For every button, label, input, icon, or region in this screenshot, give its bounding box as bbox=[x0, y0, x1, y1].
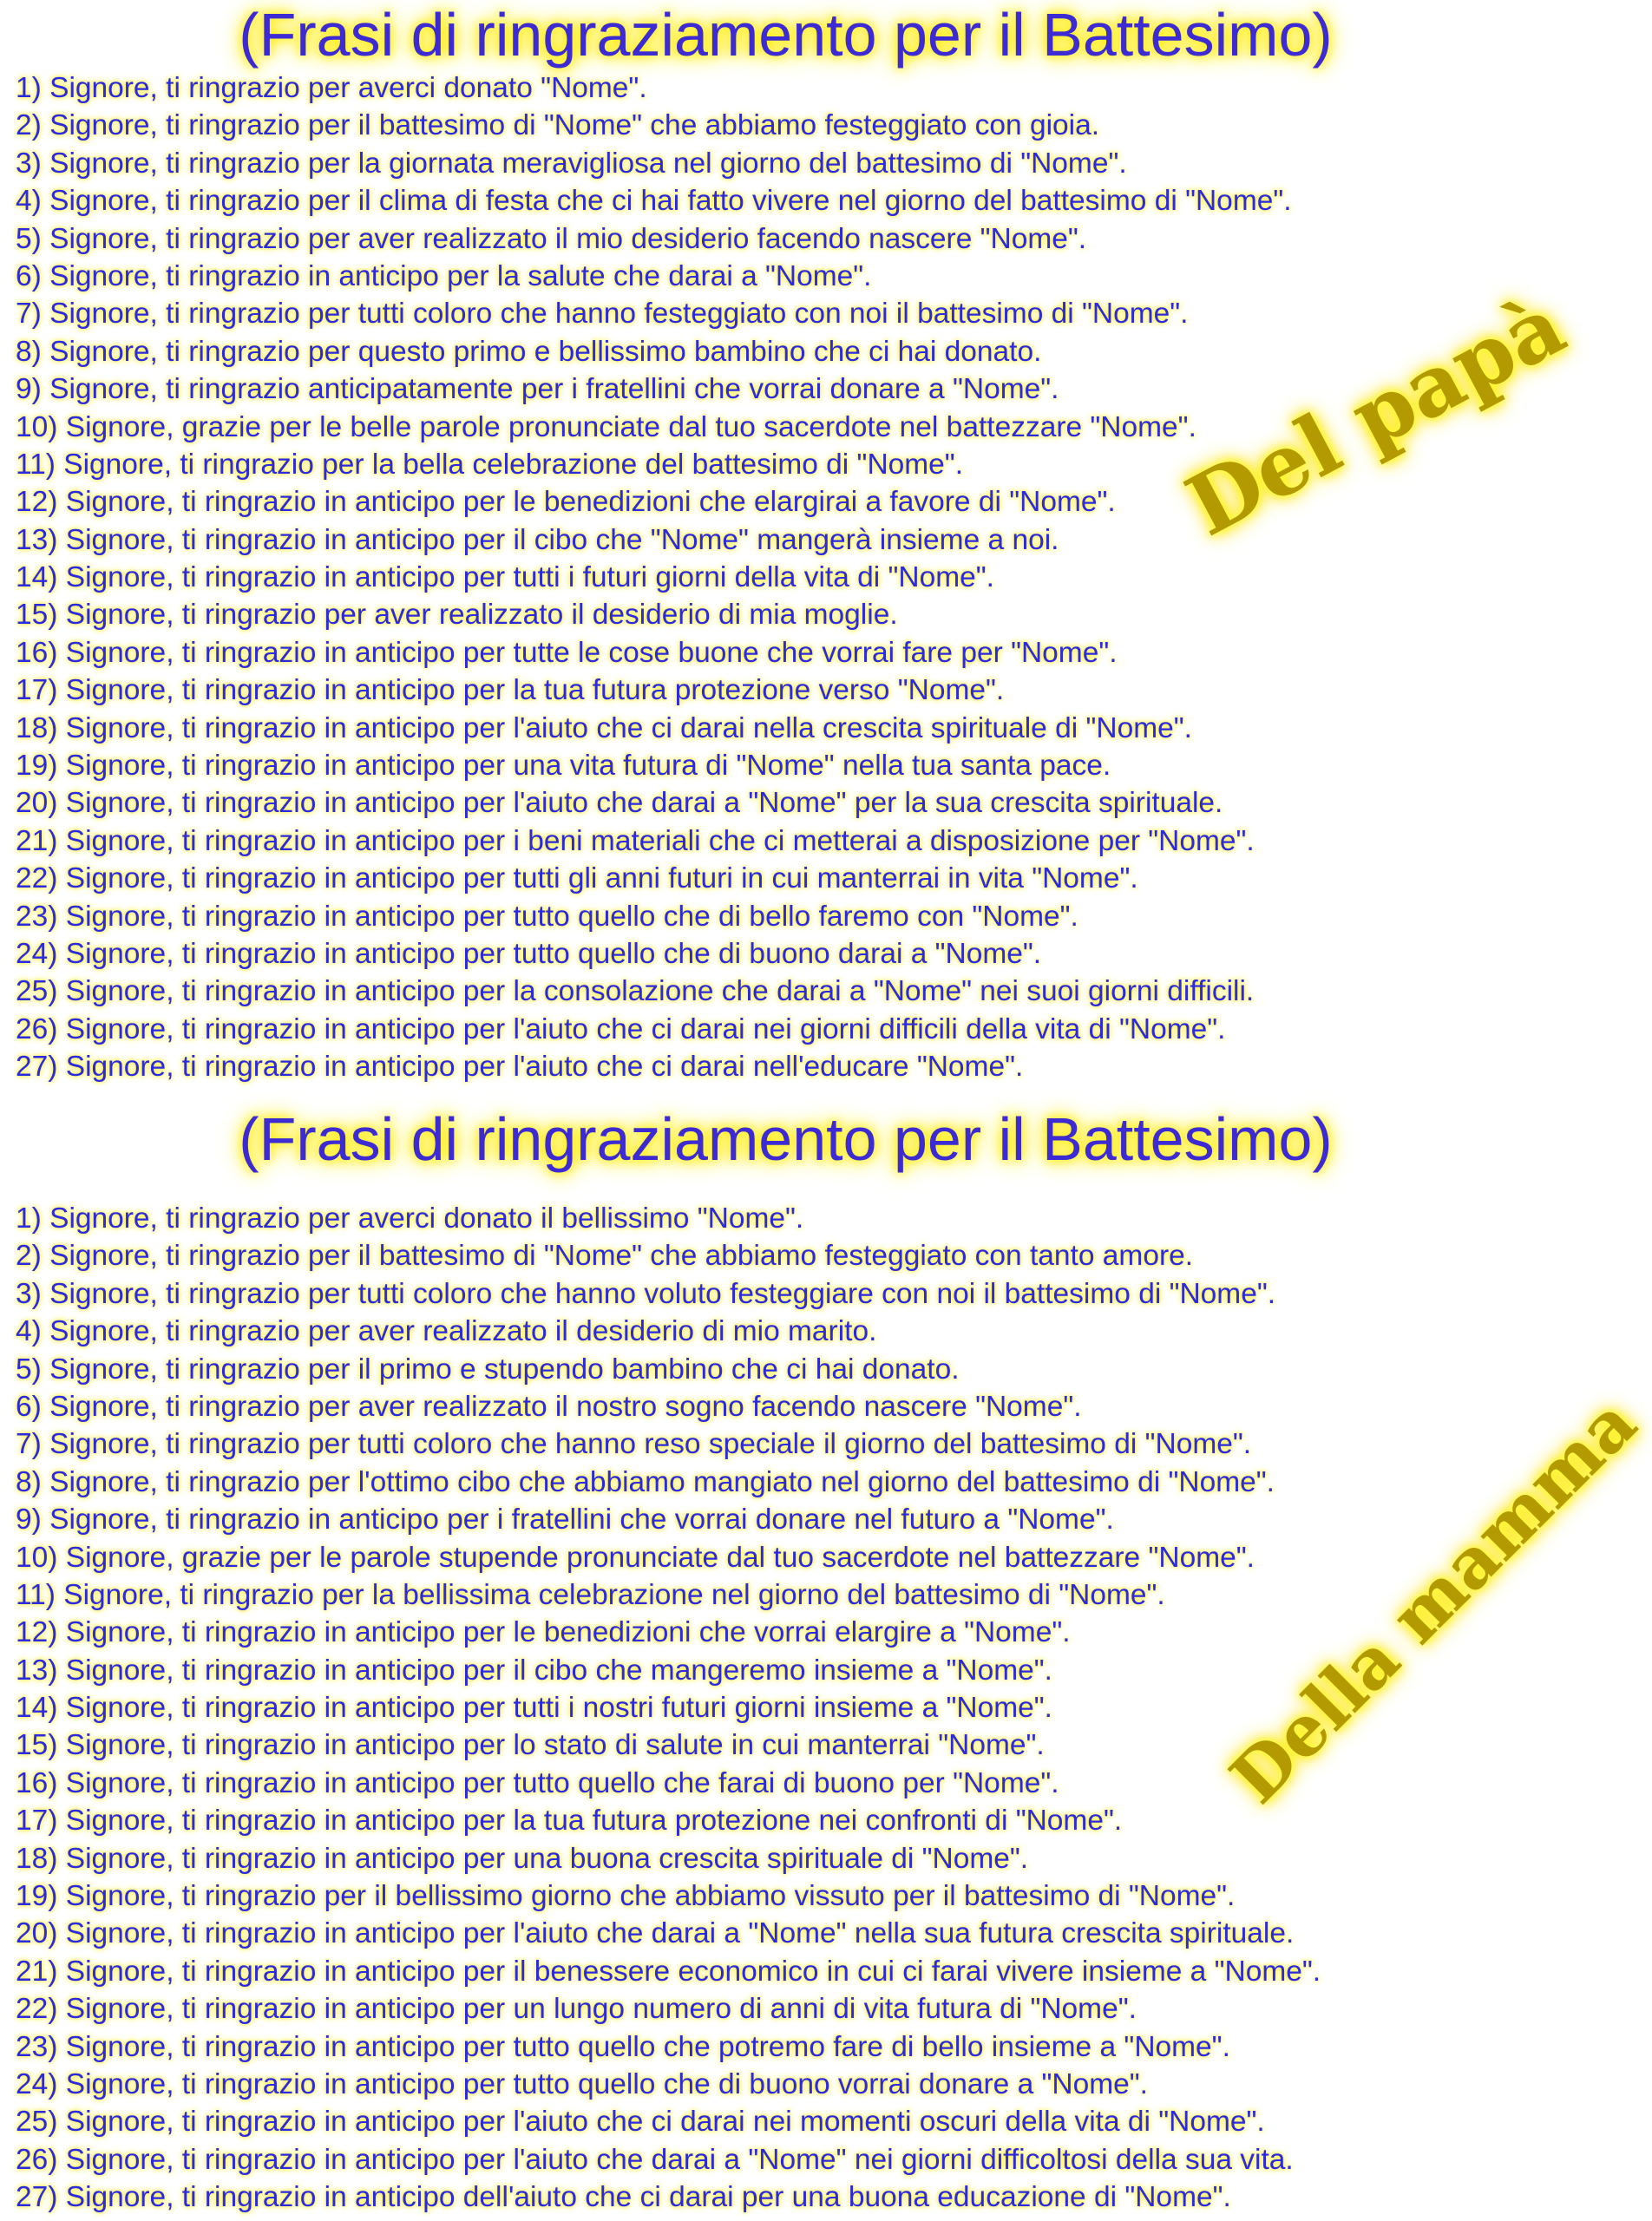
father-phrase: 20) Signore, ti ringrazio in anticipo per l'aiuto che darai a "Nome" per la sua crescita spirituale. bbox=[16, 787, 1223, 820]
mother-phrase: 19) Signore, ti ringrazio per il bellissimo giorno che abbiamo vissuto per il battesimo di "Nome". bbox=[16, 1880, 1236, 1913]
father-phrase: 13) Signore, ti ringrazio in anticipo per il cibo che "Nome" mangerà insieme a noi. bbox=[16, 523, 1059, 556]
mother-phrase: 23) Signore, ti ringrazio in anticipo per tutto quello che potremo fare di bello insieme a "Nome". bbox=[16, 2030, 1230, 2063]
father-phrase: 23) Signore, ti ringrazio in anticipo per tutto quello che di bello faremo con "Nome". bbox=[16, 900, 1078, 933]
father-phrase: 11) Signore, ti ringrazio per la bella celebrazione del battesimo di "Nome". bbox=[16, 448, 964, 481]
mother-phrase: 8) Signore, ti ringrazio per l'ottimo cibo che abbiamo mangiato nel giorno del battesimo di "Nome". bbox=[16, 1465, 1275, 1498]
father-phrase: 22) Signore, ti ringrazio in anticipo per tutti gli anni futuri in cui manterrai in vita "Nome". bbox=[16, 862, 1138, 895]
father-phrase: 16) Signore, ti ringrazio in anticipo per tutte le cose buone che vorrai fare per "Nome". bbox=[16, 636, 1118, 669]
mother-phrase: 15) Signore, ti ringrazio in anticipo per lo stato di salute in cui manterrai "Nome". bbox=[16, 1729, 1045, 1762]
mother-phrase: 24) Signore, ti ringrazio in anticipo per tutto quello che di buono vorrai donare a "Nome". bbox=[16, 2067, 1148, 2100]
mother-phrase: 27) Signore, ti ringrazio in anticipo dell'aiuto che ci darai per una buona educazione di "Nome". bbox=[16, 2181, 1231, 2214]
mother-phrase: 4) Signore, ti ringrazio per aver realizzato il desiderio di mio marito. bbox=[16, 1315, 877, 1348]
mother-phrase: 11) Signore, ti ringrazio per la bellissima celebrazione nel giorno del battesimo di "Nome". bbox=[16, 1578, 1165, 1611]
mother-phrase: 17) Signore, ti ringrazio in anticipo per la tua futura protezione nei confronti di "Nome". bbox=[16, 1805, 1123, 1838]
mother-phrase: 14) Signore, ti ringrazio in anticipo per tutti i nostri futuri giorni insieme a "Nome". bbox=[16, 1692, 1052, 1725]
father-phrase: 2) Signore, ti ringrazio per il battesimo di "Nome" che abbiamo festeggiato con gioia. bbox=[16, 109, 1100, 142]
father-phrase: 6) Signore, ti ringrazio in anticipo per la salute che darai a "Nome". bbox=[16, 259, 872, 292]
mother-phrase: 1) Signore, ti ringrazio per averci donato il bellissimo "Nome". bbox=[16, 1202, 804, 1235]
mother-phrase: 26) Signore, ti ringrazio in anticipo per l'aiuto che darai a "Nome" nei giorni difficoltosi della sua vita. bbox=[16, 2143, 1294, 2176]
mother-phrase: 25) Signore, ti ringrazio in anticipo per l'aiuto che ci darai nei momenti oscuri della vita di "Nome". bbox=[16, 2106, 1265, 2139]
mother-phrase: 2) Signore, ti ringrazio per il battesimo di "Nome" che abbiamo festeggiato con tanto amore. bbox=[16, 1240, 1194, 1273]
father-phrase: 26) Signore, ti ringrazio in anticipo per l'aiuto che ci darai nei giorni difficili della vita di "Nome". bbox=[16, 1012, 1226, 1045]
father-phrase: 8) Signore, ti ringrazio per questo primo e bellissimo bambino che ci hai donato. bbox=[16, 335, 1042, 368]
stamp-del-papa: Del papà bbox=[1171, 275, 1580, 555]
father-section-title: (Frasi di ringraziamento per il Battesimo) bbox=[239, 1, 1333, 69]
father-phrase: 18) Signore, ti ringrazio in anticipo per l'aiuto che ci darai nella crescita spirituale di "Nome". bbox=[16, 711, 1192, 744]
father-phrase: 7) Signore, ti ringrazio per tutti coloro che hanno festeggiato con noi il battesimo di "Nome". bbox=[16, 298, 1189, 331]
father-phrase: 10) Signore, grazie per le belle parole pronunciate dal tuo sacerdote nel battezzare "Nome". bbox=[16, 410, 1196, 443]
father-phrase: 24) Signore, ti ringrazio in anticipo per tutto quello che di buono darai a "Nome". bbox=[16, 937, 1042, 970]
mother-phrase: 3) Signore, ti ringrazio per tutti coloro che hanno voluto festeggiare con noi il battesimo di "Nome". bbox=[16, 1277, 1276, 1310]
mother-phrase: 16) Signore, ti ringrazio in anticipo per tutto quello che farai di buono per "Nome". bbox=[16, 1766, 1059, 1799]
mother-phrase: 12) Signore, ti ringrazio in anticipo per le benedizioni che vorrai elargire a "Nome". bbox=[16, 1616, 1071, 1649]
father-phrase: 19) Signore, ti ringrazio in anticipo per una vita futura di "Nome" nella tua santa pace. bbox=[16, 750, 1111, 783]
father-phrase: 27) Signore, ti ringrazio in anticipo per l'aiuto che ci darai nell'educare "Nome". bbox=[16, 1051, 1024, 1084]
father-phrase: 5) Signore, ti ringrazio per aver realizzato il mio desiderio facendo nascere "Nome". bbox=[16, 222, 1087, 255]
father-phrase: 25) Signore, ti ringrazio in anticipo per la consolazione che darai a "Nome" nei suoi giorni difficili. bbox=[16, 975, 1255, 1008]
mother-phrase: 9) Signore, ti ringrazio in anticipo per i fratellini che vorrai donare nel futuro a "Nome". bbox=[16, 1504, 1114, 1536]
father-phrase: 12) Signore, ti ringrazio in anticipo per le benedizioni che elargirai a favore di "Nome". bbox=[16, 486, 1116, 519]
father-phrase: 4) Signore, ti ringrazio per il clima di festa che ci hai fatto vivere nel giorno del battesimo di "Nome". bbox=[16, 185, 1292, 218]
father-phrase: 3) Signore, ti ringrazio per la giornata meravigliosa nel giorno del battesimo di "Nome". bbox=[16, 147, 1127, 180]
mother-section-title: (Frasi di ringraziamento per il Battesimo) bbox=[239, 1105, 1333, 1173]
father-phrase-list bbox=[16, 69, 1292, 1086]
father-phrase: 15) Signore, ti ringrazio per aver realizzato il desiderio di mia moglie. bbox=[16, 599, 898, 632]
mother-phrase: 5) Signore, ti ringrazio per il primo e stupendo bambino che ci hai donato. bbox=[16, 1353, 960, 1386]
mother-phrase: 20) Signore, ti ringrazio in anticipo per l'aiuto che darai a "Nome" nella sua futura crescita spirituale. bbox=[16, 1917, 1295, 1950]
mother-phrase: 7) Signore, ti ringrazio per tutti coloro che hanno reso speciale il giorno del battesimo di "Nome". bbox=[16, 1428, 1252, 1461]
mother-phrase: 13) Signore, ti ringrazio in anticipo per il cibo che mangeremo insieme a "Nome". bbox=[16, 1654, 1052, 1687]
stamp-della-mamma: Della mamma bbox=[1215, 1381, 1652, 1819]
father-phrase: 17) Signore, ti ringrazio in anticipo per la tua futura protezione verso "Nome". bbox=[16, 674, 1005, 707]
mother-phrase: 22) Signore, ti ringrazio in anticipo per un lungo numero di anni di vita futura di "Nome". bbox=[16, 1993, 1137, 2026]
father-phrase: 9) Signore, ti ringrazio anticipatamente per i fratellini che vorrai donare a "Nome". bbox=[16, 373, 1059, 406]
mother-phrase-list bbox=[16, 1200, 1321, 2217]
father-phrase: 1) Signore, ti ringrazio per averci donato "Nome". bbox=[16, 72, 647, 104]
mother-phrase: 10) Signore, grazie per le parole stupende pronunciate dal tuo sacerdote nel battezzare "Nome". bbox=[16, 1541, 1255, 1574]
mother-phrase: 18) Signore, ti ringrazio in anticipo per una buona crescita spirituale di "Nome". bbox=[16, 1842, 1029, 1875]
mother-phrase: 6) Signore, ti ringrazio per aver realizzato il nostro sogno facendo nascere "Nome". bbox=[16, 1390, 1082, 1423]
father-phrase: 21) Signore, ti ringrazio in anticipo per i beni materiali che ci metterai a disposizione per "Nome". bbox=[16, 824, 1255, 857]
father-phrase: 14) Signore, ti ringrazio in anticipo per tutti i futuri giorni della vita di "Nome". bbox=[16, 561, 994, 594]
mother-phrase: 21) Signore, ti ringrazio in anticipo per il benessere economico in cui ci farai vivere insieme a "Nome". bbox=[16, 1955, 1321, 1988]
